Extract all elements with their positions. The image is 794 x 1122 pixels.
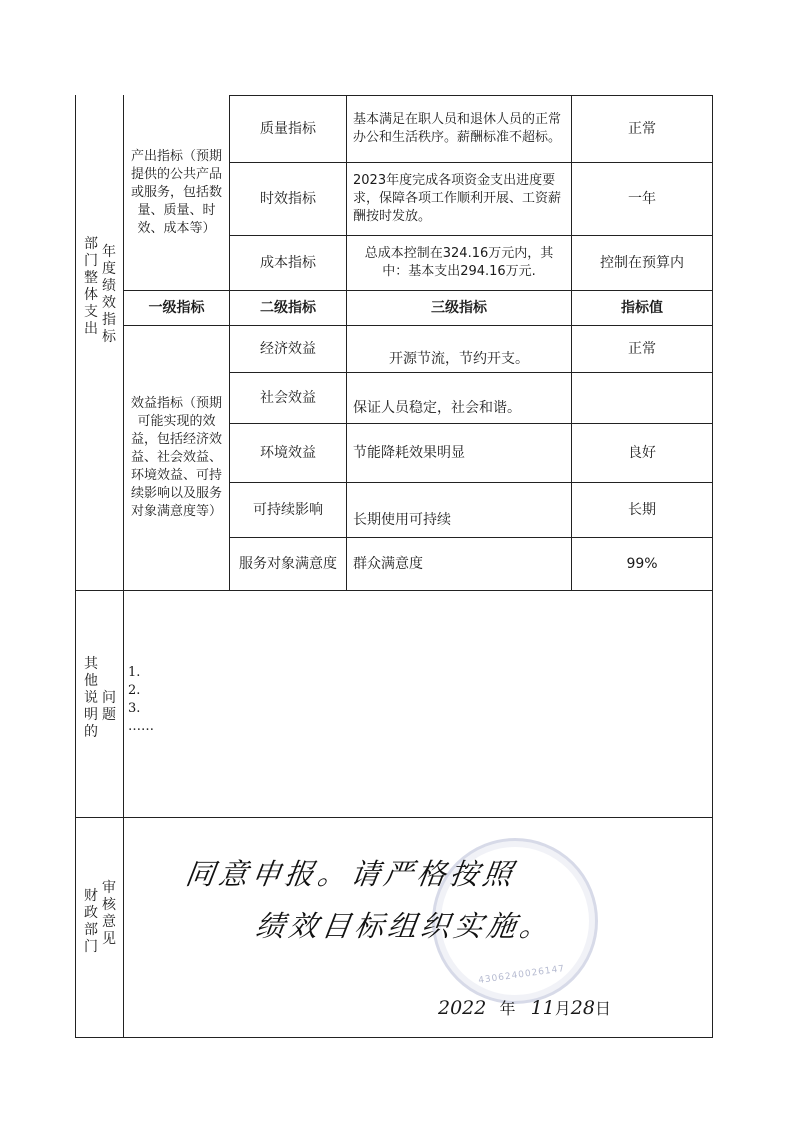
note-item: ……: [128, 719, 154, 734]
note-item: 3.: [128, 701, 141, 716]
seal-code: 4306240026147: [477, 963, 566, 987]
output-value-quality: 正常: [628, 121, 656, 137]
date-year: 2022: [438, 997, 487, 1019]
review-label-right: 审核意见: [102, 880, 116, 947]
output-tertiary-quality: 基本满足在职人员和退休人员的正常办公和生活秩序。薪酬标准不超标。: [353, 112, 562, 145]
output-tertiary-timeliness: 2023年度完成各项资金支出进度要求，保障各项工作顺利开展、工资薪酬按时发放。: [353, 173, 562, 224]
benefit-tertiary-economic: 开源节流，节约开支。: [389, 351, 529, 367]
other-label-right: 问题: [102, 690, 116, 723]
output-value-cost: 控制在预算内: [600, 255, 684, 271]
header-value: 指标值: [621, 300, 663, 316]
benefit-value-economic: 正常: [628, 341, 656, 357]
header-level3: 三级指标: [431, 300, 487, 316]
header-level2: 二级指标: [260, 300, 316, 316]
date-day: 28: [570, 997, 595, 1019]
output-secondary-timeliness: 时效指标: [260, 191, 316, 207]
review-comment-line2: 绩效目标组织实施。: [253, 909, 556, 943]
benefit-value-environment: 良好: [628, 445, 656, 461]
benefit-secondary-satisfaction: 服务对象满意度: [239, 556, 337, 572]
header-level1: 一级指标: [148, 300, 205, 316]
benefit-tertiary-environment: 节能降耗效果明显: [353, 445, 465, 461]
note-item: 1.: [128, 665, 141, 680]
other-label-left: 其他说明的: [84, 656, 98, 740]
benefit-indicator-label: 效益指标（预期可能实现的效益，包括经济效益、社会效益、环境效益、可持续影响以及服务对象满意度等）: [130, 396, 222, 519]
year-char: 年: [499, 999, 516, 1018]
dept-label-left: 部门整体支出: [84, 236, 98, 337]
date-month: 11: [530, 997, 555, 1019]
dept-label-right: 年度绩效指标: [102, 244, 116, 345]
day-char: 日: [594, 999, 611, 1018]
benefit-secondary-sustainability: 可持续影响: [253, 502, 323, 518]
benefit-tertiary-sustainability: 长期使用可持续: [353, 512, 451, 528]
review-label-left: 财政部门: [84, 888, 98, 955]
review-comment-line1: 同意申报。请严格按照: [183, 857, 519, 891]
note-item: 2.: [128, 683, 141, 698]
review-date: [438, 996, 611, 1019]
output-secondary-quality: 质量指标: [260, 121, 316, 137]
benefit-tertiary-social: 保证人员稳定，社会和谐。: [353, 400, 521, 416]
benefit-value-sustainability: 长期: [628, 502, 656, 518]
benefit-secondary-social: 社会效益: [260, 390, 316, 406]
output-secondary-cost: 成本指标: [260, 255, 316, 271]
month-char: 月: [554, 999, 571, 1018]
benefit-value-satisfaction: 99%: [626, 556, 658, 572]
output-value-timeliness: 一年: [628, 191, 656, 207]
benefit-tertiary-satisfaction: 群众满意度: [353, 556, 423, 572]
benefit-secondary-economic: 经济效益: [260, 341, 316, 357]
benefit-value-social: [572, 373, 712, 423]
output-indicator-label: 产出指标（预期提供的公共产品或服务，包括数量、质量、时效、成本等）: [130, 149, 222, 236]
benefit-secondary-environment: 环境效益: [260, 445, 316, 461]
other-notes-list: [128, 664, 154, 736]
output-tertiary-cost: 总成本控制在324.16万元内，其中：基本支出294.16万元.: [364, 246, 554, 279]
